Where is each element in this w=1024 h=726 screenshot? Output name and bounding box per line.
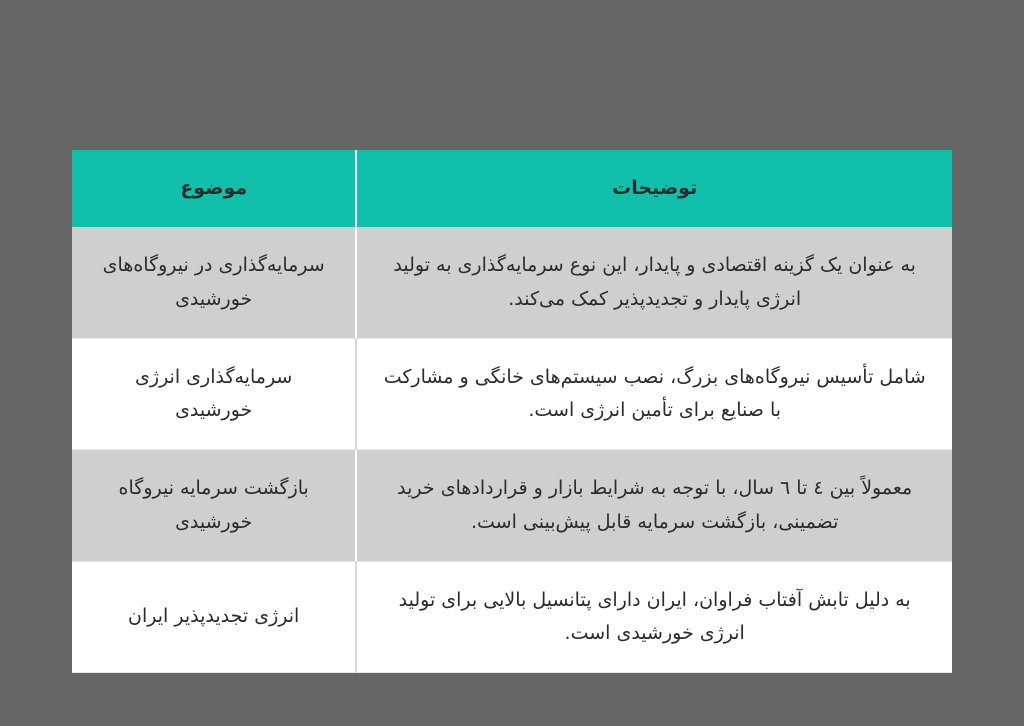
cell-subject: سرمایه‌گذاری انرژی خورشیدی <box>72 338 355 451</box>
cell-subject: سرمایه‌گذاری در نیروگاه‌های خورشیدی <box>72 227 355 338</box>
column-header-description: توضیحات <box>355 150 952 227</box>
table-row <box>72 450 952 561</box>
cell-description: شامل تأسیس نیروگاه‌های بزرگ، نصب سیستم‌های خانگی و مشارکت با صنایع برای تأمین انرژی است. <box>355 338 952 451</box>
column-header-subject: موضوع <box>72 150 355 227</box>
cell-subject: بازگشت سرمایه نیروگاه خورشیدی <box>72 450 355 561</box>
table-row <box>72 561 952 674</box>
table-header <box>72 150 952 227</box>
cell-subject: انرژی تجدیدپذیر ایران <box>72 561 355 674</box>
table-header-row <box>72 150 952 227</box>
table-body <box>72 227 952 673</box>
cell-description: به دلیل تابش آفتاب فراوان، ایران دارای پتانسیل بالایی برای تولید انرژی خورشیدی است. <box>355 561 952 674</box>
table-row <box>72 227 952 338</box>
cell-description: معمولاً بین ٤ تا ٦ سال، با توجه به شرایط بازار و قراردادهای خرید تضمینی، بازگشت سرمایه قابل پیش‌بینی است. <box>355 450 952 561</box>
cell-description: به عنوان یک گزینه اقتصادی و پایدار، این نوع سرمایه‌گذاری به تولید انرژی پایدار و تجدیدپذیر کمک می‌کند. <box>355 227 952 338</box>
document-body <box>72 150 952 673</box>
info-table <box>72 150 952 673</box>
table-row <box>72 338 952 451</box>
